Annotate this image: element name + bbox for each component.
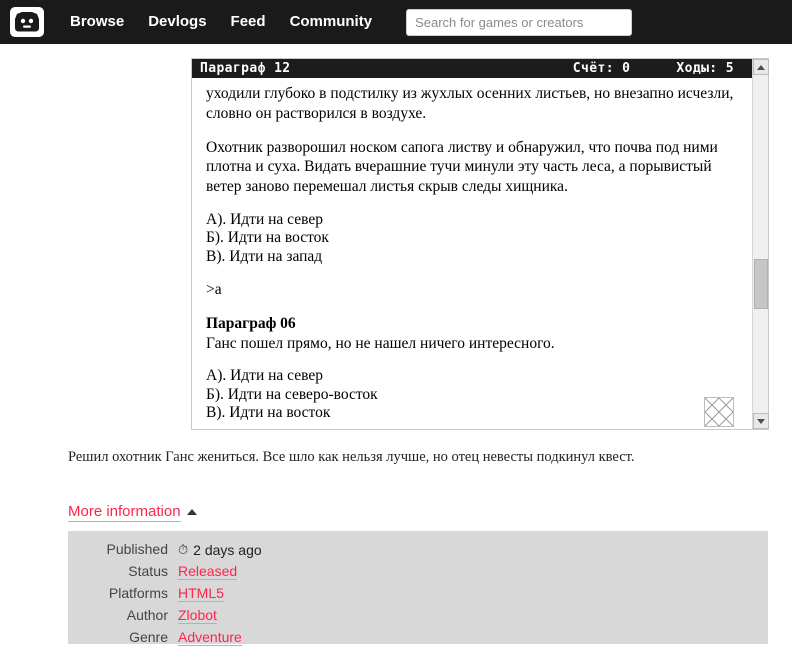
info-value [178, 563, 237, 580]
info-value-text: 2 days ago [193, 542, 262, 558]
chevron-up-icon [187, 509, 197, 515]
itch-io-logo[interactable] [10, 7, 44, 37]
status-score-label: Счёт: [572, 61, 614, 76]
status-score [573, 59, 631, 78]
choice-option[interactable]: А). Идти на север [206, 367, 323, 385]
game-viewport[interactable] [192, 59, 752, 429]
info-key: Author [126, 607, 168, 623]
command-prompt-echo: >a [206, 280, 222, 298]
platform-link[interactable]: HTML5 [178, 585, 224, 601]
triangle-down-icon [757, 419, 765, 424]
info-value [178, 542, 262, 558]
nav-link-feed[interactable]: Feed [230, 13, 266, 30]
status-paragraph-label: Параграф [200, 61, 266, 76]
info-value [178, 585, 224, 602]
game-scrollbar[interactable] [752, 59, 768, 429]
info-row-platforms [68, 585, 768, 602]
clock-icon: ⏱ [178, 542, 189, 557]
story-paragraph-3: Ганс пошел прямо, но не нашел ничего интересного. [206, 334, 555, 352]
story-paragraph-2: Охотник разворошил носком сапога листву и обнаружил, что почва под ними плотна и суха. Видать вчерашние тучи минули эту часть леса, а порывистый ветер заново перемешал листья скрыв следы хищника. [206, 138, 718, 196]
info-value [178, 607, 217, 624]
status-paragraph [200, 59, 291, 78]
more-information-label: More information [68, 503, 181, 520]
scrollbar-thumb[interactable] [754, 259, 768, 309]
search-input[interactable] [406, 9, 632, 36]
left-gutter [0, 44, 52, 617]
info-key: Genre [129, 629, 168, 645]
story-paragraph-heading: Параграф 06 [206, 314, 296, 332]
triangle-up-icon [757, 65, 765, 70]
info-key: Status [128, 563, 168, 579]
info-row-author [68, 607, 768, 624]
status-moves-value: 5 [725, 61, 734, 76]
author-link[interactable]: Zlobot [178, 607, 217, 623]
more-information-toggle[interactable] [68, 503, 197, 522]
game-embed-frame [191, 58, 769, 430]
game-description: Решил охотник Ганс жениться. Все шло как нельзя лучше, но отец невесты подкинул квест. [68, 449, 635, 465]
page-body [0, 44, 792, 645]
choice-option[interactable]: В). Идти на восток [206, 404, 331, 422]
choice-option[interactable]: Б). Идти на восток [206, 229, 329, 247]
status-paragraph-number: 12 [274, 61, 291, 76]
status-score-value: 0 [622, 61, 631, 76]
top-navigation-bar [0, 0, 792, 44]
info-row-genre [68, 629, 768, 646]
info-key: Platforms [108, 585, 168, 601]
game-status-bar [192, 59, 752, 78]
game-info-panel [68, 531, 768, 644]
nav-link-community[interactable]: Community [289, 13, 373, 30]
choice-list-1 [206, 211, 738, 266]
info-value [178, 629, 242, 646]
status-moves [676, 59, 734, 78]
game-story-text [192, 78, 752, 446]
choice-option[interactable]: Б). Идти на северо-восток [206, 385, 378, 403]
status-moves-label: Ходы: [676, 61, 718, 76]
resize-grip-icon[interactable] [704, 397, 734, 427]
story-paragraph-1: уходили глубоко в подстилку из жухлых осенних листьев, но внезапно исчезли, словно он растворился в воздухе. [206, 85, 734, 122]
choice-list-2 [206, 367, 738, 422]
info-row-published [68, 541, 768, 558]
choice-option[interactable]: В). Идти на запад [206, 247, 323, 265]
info-key: Published [106, 541, 168, 557]
genre-link[interactable]: Adventure [178, 629, 242, 645]
status-link[interactable]: Released [178, 563, 238, 579]
nav-link-browse[interactable]: Browse [70, 13, 125, 30]
info-row-status [68, 563, 768, 580]
nav-link-devlogs[interactable]: Devlogs [148, 13, 207, 30]
scroll-down-button[interactable] [753, 413, 769, 429]
choice-option[interactable]: А). Идти на север [206, 211, 323, 229]
scroll-up-button[interactable] [753, 59, 769, 75]
